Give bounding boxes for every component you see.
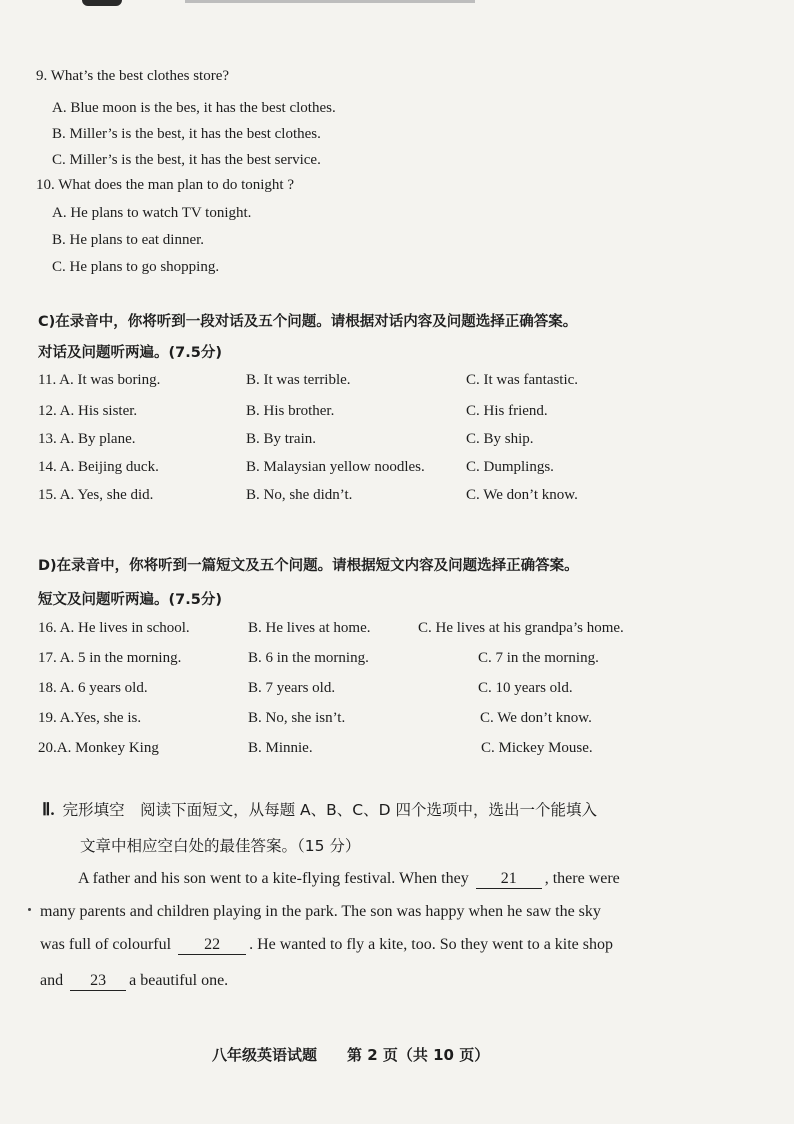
option-16b: B. He lives at home. xyxy=(248,620,371,636)
option-16c: C. He lives at his grandpa’s home. xyxy=(418,620,624,636)
scan-line xyxy=(185,0,475,3)
blank-23[interactable]: 23 xyxy=(70,972,126,991)
question-9-option-c: C. Miller’s is the best, it has the best service. xyxy=(52,152,321,168)
option-12a: 12. A. His sister. xyxy=(38,403,138,419)
passage-text: . He wanted to fly a kite, too. So they went to a kite shop xyxy=(249,936,614,953)
option-14c: C. Dumplings. xyxy=(466,459,554,475)
part-c-row-11 xyxy=(38,372,758,394)
option-15a: 15. A. Yes, she did. xyxy=(38,487,154,503)
option-12c: C. His friend. xyxy=(466,403,548,419)
option-17a: 17. A. 5 in the morning. xyxy=(38,650,182,666)
part-c-row-13 xyxy=(38,431,758,453)
question-10-option-b: B. He plans to eat dinner. xyxy=(52,232,205,248)
page-footer xyxy=(212,1044,489,1065)
option-16a: 16. A. He lives in school. xyxy=(38,620,190,636)
blank-21[interactable]: 21 xyxy=(476,870,542,889)
option-19c: C. We don’t know. xyxy=(480,710,592,726)
section-2-heading xyxy=(42,798,597,820)
option-20c: C. Mickey Mouse. xyxy=(481,740,593,756)
option-19a: 19. A.Yes, she is. xyxy=(38,710,142,726)
part-c-instruction: C)在录音中，你将听到一段对话及五个问题。请根据对话内容及问题选择正确答案。 xyxy=(38,314,578,330)
option-13c: C. By ship. xyxy=(466,431,534,447)
option-17c: C. 7 in the morning. xyxy=(478,650,599,666)
passage-line-4 xyxy=(40,972,228,991)
scan-speck xyxy=(28,908,31,911)
passage-text: a beautiful one. xyxy=(129,972,229,989)
part-d-row-18 xyxy=(38,680,758,702)
question-9-option-b: B. Miller’s is the best, it has the best clothes. xyxy=(52,126,321,142)
option-20a: 20.A. Monkey King xyxy=(38,740,159,756)
option-11b: B. It was terrible. xyxy=(246,372,351,388)
option-18b: B. 7 years old. xyxy=(248,680,336,696)
footer-subject: 八年级英语试题 xyxy=(212,1046,318,1064)
scan-mark xyxy=(82,0,122,6)
part-d-row-17 xyxy=(38,650,758,672)
passage-line-1 xyxy=(78,870,620,889)
blank-22[interactable]: 22 xyxy=(178,936,246,955)
option-20b: B. Minnie. xyxy=(248,740,313,756)
option-18c: C. 10 years old. xyxy=(478,680,573,696)
part-d-instruction: D)在录音中，你将听到一篇短文及五个问题。请根据短文内容及问题选择正确答案。 xyxy=(38,558,579,574)
passage-line-3 xyxy=(40,936,613,955)
passage-text: A father and his son went to a kite-flying festival. When they xyxy=(78,870,469,887)
question-9-option-a: A. Blue moon is the bes, it has the best clothes. xyxy=(52,100,336,116)
option-13b: B. By train. xyxy=(246,431,316,447)
section-2-number: Ⅱ. xyxy=(42,800,55,819)
option-15b: B. No, she didn’t. xyxy=(246,487,353,503)
option-14a: 14. A. Beijing duck. xyxy=(38,459,159,475)
part-c-row-12 xyxy=(38,403,758,425)
question-10-stem: 10. What does the man plan to do tonight ? xyxy=(36,177,295,193)
option-14b: B. Malaysian yellow noodles. xyxy=(246,459,425,475)
option-19b: B. No, she isn’t. xyxy=(248,710,346,726)
passage-text: , there were xyxy=(544,870,620,887)
part-d-row-16 xyxy=(38,620,758,642)
part-c-row-14 xyxy=(38,459,758,481)
part-d-row-20 xyxy=(38,740,758,762)
option-18a: 18. A. 6 years old. xyxy=(38,680,148,696)
part-d-instruction-2: 短文及问题听两遍。(7.5分) xyxy=(38,592,222,608)
option-12b: B. His brother. xyxy=(246,403,335,419)
part-d-row-19 xyxy=(38,710,758,732)
question-10-option-c: C. He plans to go shopping. xyxy=(52,259,220,275)
passage-text: and xyxy=(40,972,64,989)
passage-text: was full of colourful xyxy=(40,936,172,953)
option-13a: 13. A. By plane. xyxy=(38,431,136,447)
question-10-option-a: A. He plans to watch TV tonight. xyxy=(52,205,252,221)
part-c-row-15 xyxy=(38,487,758,509)
question-9-stem: 9. What’s the best clothes store? xyxy=(36,68,230,84)
section-2-instruction-2: 文章中相应空白处的最佳答案。（15 分） xyxy=(80,837,361,855)
option-11c: C. It was fantastic. xyxy=(466,372,579,388)
part-c-instruction-2: 对话及问题听两遍。(7.5分) xyxy=(38,345,222,361)
passage-line-2: many parents and children playing in the park. The son was happy when he saw the sky xyxy=(40,903,601,920)
section-2-instruction: 完形填空 阅读下面短文，从每题 A、B、C、D 四个选项中，选出一个能填入 xyxy=(62,801,597,819)
option-15c: C. We don’t know. xyxy=(466,487,578,503)
footer-page-number: 第 2 页（共 10 页） xyxy=(347,1046,490,1064)
option-17b: B. 6 in the morning. xyxy=(248,650,369,666)
option-11a: 11. A. It was boring. xyxy=(38,372,161,388)
